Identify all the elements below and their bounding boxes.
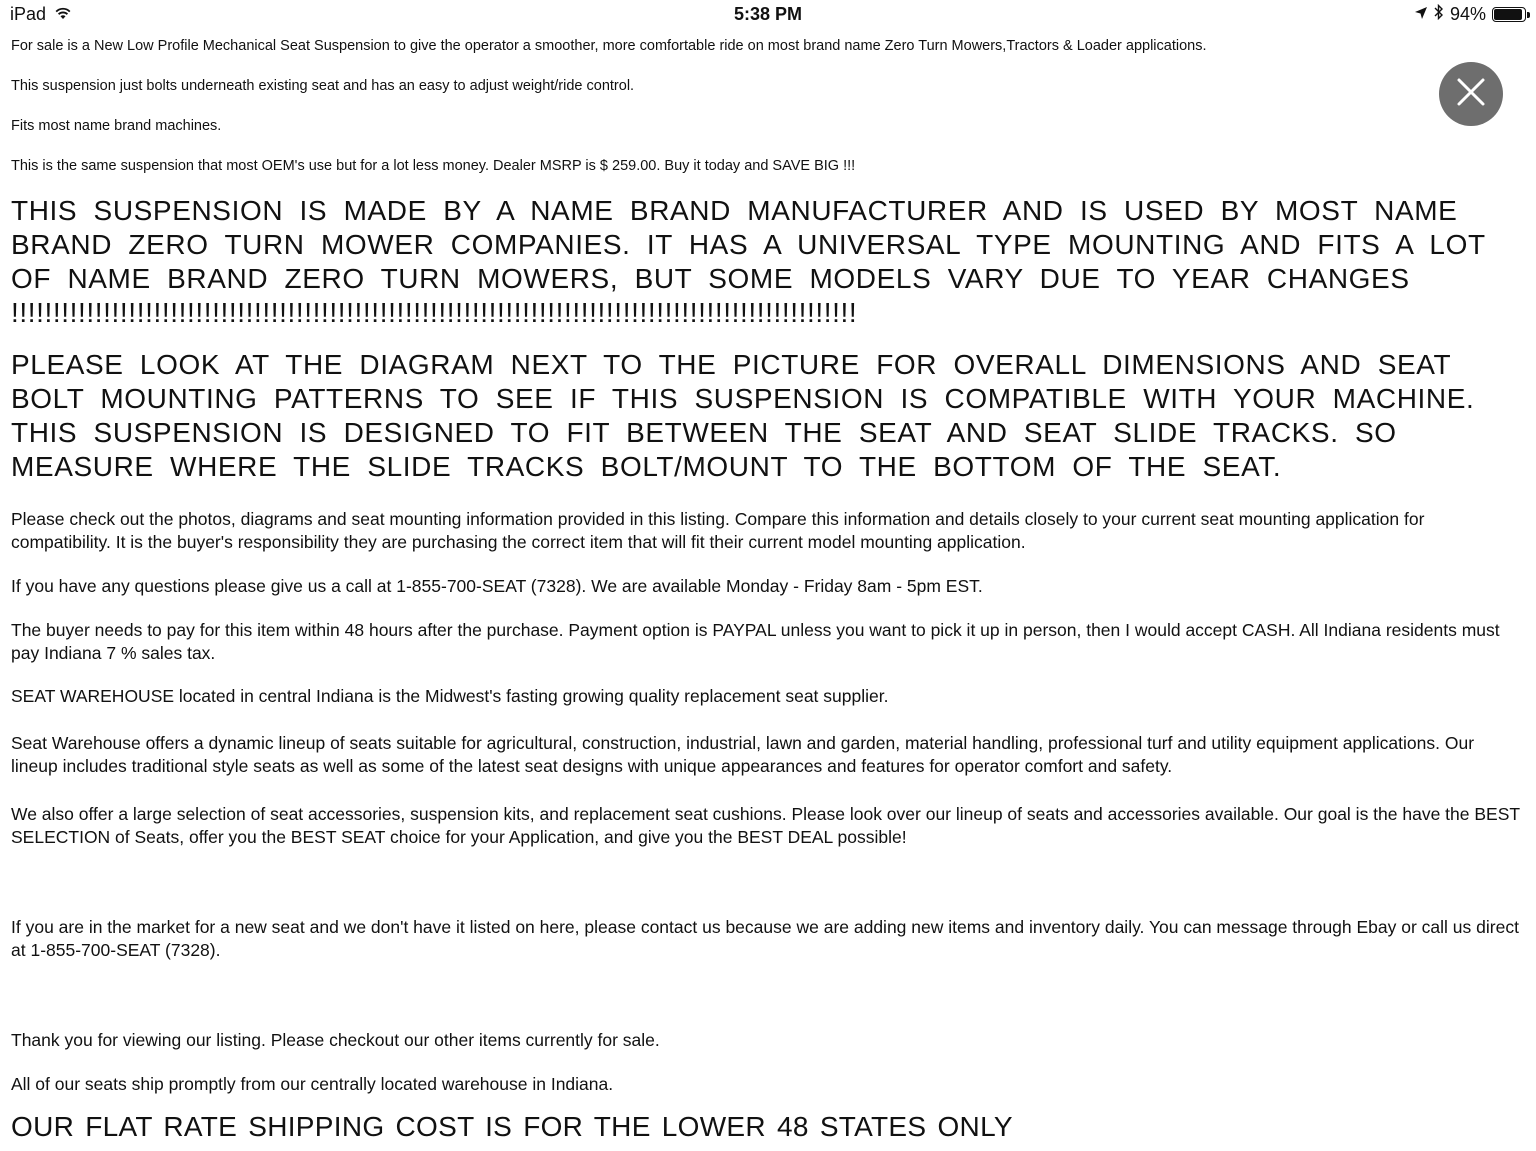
location-arrow-icon (1414, 4, 1428, 25)
intro-paragraph: For sale is a New Low Profile Mechanical Seat Suspension to give the operator a smoother, more comfortable ride on most brand name Zero Turn Mowers,Tractors & Loader applications. (11, 38, 1207, 54)
device-label: iPad (10, 4, 47, 24)
check-photos-paragraph: Please check out the photos, diagrams and seat mounting information provided in this listing. Compare this information and details closely to your current seat mounting application for compatibility. It is the buyer's responsibility they are purchasing the correct item that will fit their current model mounting application. (11, 509, 1425, 552)
lineup-paragraph: Seat Warehouse offers a dynamic lineup of seats suitable for agricultural, construction, industrial, lawn and garden, material handling, professional turf and utility equipment applications. Our lineup includes traditional style seats as well as some of the latest seat designs with unique appearances and features for operator comfort and safety. (11, 733, 1475, 776)
thanks-paragraph: Thank you for viewing our listing. Please checkout our other items currently for sale. (11, 1030, 660, 1050)
intro-paragraph: This suspension just bolts underneath existing seat and has an easy to adjust weight/ride control. (11, 78, 635, 94)
battery-percent: 94% (1449, 4, 1486, 24)
ship-paragraph: All of our seats ship promptly from our centrally located warehouse in Indiana. (11, 1074, 614, 1094)
status-bar-right (1414, 4, 1526, 25)
intro-paragraph: Fits most name brand machines. (11, 118, 222, 134)
status-bar (0, 0, 1536, 30)
listing-description (11, 36, 1531, 1144)
payment-paragraph: The buyer needs to pay for this item within 48 hours after the purchase. Payment option is PAYPAL unless you want to pick it up in person, then I would accept CASH. All Indiana residents must pay Indiana 7 % sales tax. (11, 620, 1500, 663)
headline-manufacturer: THIS SUSPENSION IS MADE BY A NAME BRAND MANUFACTURER AND IS USED BY MOST NAME BRAND ZERO TURN MOWER COMPANIES. IT HAS A UNIVERSAL TYPE MOUNTING AND FITS A LOT OF NAME BRAND ZERO TURN MOWERS, BUT SOME MODELS VARY DUE TO YEAR CHANGES !!!!!!!!!!!!!!!!!!!!!!!!!!!!!!!!!!!!!!!!!!!!!!!!!!!!!!!!!!!!!!!!!!!!!!!!!!!!!!!!!!!!!!!!!!!!!!!!!!!!! (11, 195, 1486, 328)
clock: 5:38 PM (733, 4, 803, 24)
bluetooth-icon (1434, 4, 1444, 25)
battery-icon (1492, 7, 1526, 22)
headline-diagram: PLEASE LOOK AT THE DIAGRAM NEXT TO THE PICTURE FOR OVERALL DIMENSIONS AND SEAT BOLT MOUNTING PATTERNS TO SEE IF THIS SUSPENSION IS COMPATIBLE WITH YOUR MACHINE. THIS SUSPENSION IS DESIGNED TO FIT BETWEEN THE SEAT AND SEAT SLIDE TRACKS. SO MEASURE WHERE THE SLIDE TRACKS BOLT/MOUNT TO THE BOTTOM OF THE SEAT. (11, 349, 1475, 482)
accessories-paragraph: We also offer a large selection of seat accessories, suspension kits, and replacement seat cushions. Please look over our lineup of seats and accessories available. Our goal is the have the BEST SELECTION of Seats, offer you the BEST SEAT choice for your Application, and give you the BEST DEAL possible! (11, 804, 1520, 847)
intro-paragraph: This is the same suspension that most OEM's use but for a lot less money. Dealer MSRP is $ 259.00. Buy it today and SAVE BIG !!! (11, 158, 856, 174)
battery-fill (1494, 9, 1522, 20)
shipping-heading: OUR FLAT RATE SHIPPING COST IS FOR THE LOWER 48 STATES ONLY (11, 1111, 1013, 1142)
market-paragraph: If you are in the market for a new seat and we don't have it listed on here, please contact us because we are adding new items and inventory daily. You can message through Ebay or call us direct at 1-855-700-SEAT (7328). (11, 917, 1519, 960)
warehouse-paragraph: SEAT WAREHOUSE located in central Indiana is the Midwest's fasting growing quality replacement seat supplier. (11, 686, 889, 706)
questions-paragraph: If you have any questions please give us a call at 1-855-700-SEAT (7328). We are available Monday - Friday 8am - 5pm EST. (11, 576, 983, 596)
